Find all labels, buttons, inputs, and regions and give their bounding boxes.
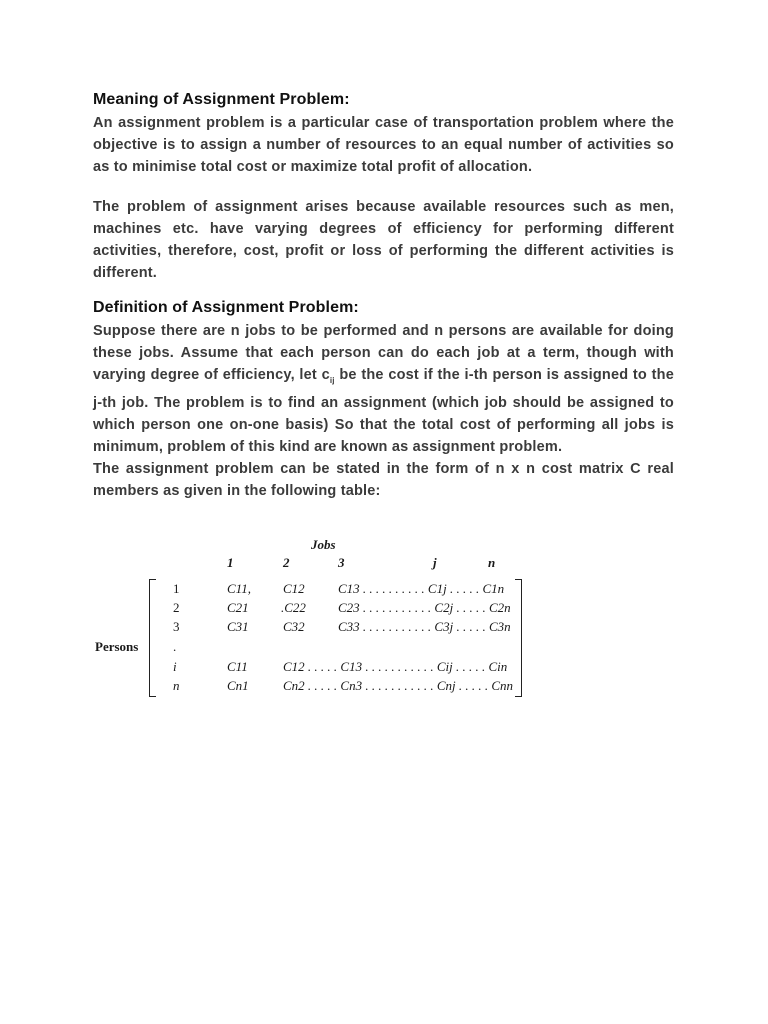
cell-2-2: .C22: [281, 600, 306, 615]
matrix-left-bracket: [149, 579, 156, 697]
cell-i-rest: C12 . . . . . C13 . . . . . . . . . . . Cij . . . . . Cin: [283, 659, 508, 674]
paragraph-definition-1: [93, 320, 674, 458]
paragraph-definition-1-subscript: ij: [329, 375, 335, 385]
paragraph-definition-1-part-a: Suppose there are n jobs to be performed and n persons are available for doing these jobs. Assume that each person can do each job at a term, though with varying degree of efficiency, let c: [93, 323, 674, 383]
col-header-2: 2: [283, 555, 290, 570]
persons-label: Persons: [95, 639, 139, 654]
section-heading-definition: Definition of Assignment Problem:: [93, 299, 359, 316]
cell-1-2: C12: [283, 581, 305, 596]
cell-i-1: C11: [227, 659, 248, 674]
row-label-3: 3: [173, 619, 180, 634]
cell-1-rest: C13 . . . . . . . . . . C1j . . . . . C1n: [338, 581, 505, 596]
row-label-1: 1: [173, 581, 180, 596]
paragraph-meaning-2: The problem of assignment arises because available resources such as men, machines etc. have varying degrees of efficiency for performing different activities, therefore, cost, profit or loss of performing the different activities is different.: [93, 199, 674, 281]
paragraph-definition-1-part-b: be the cost if the i-th person is assigned to the j-th job. The problem is to find an assignment (which job should be assigned to which person one on-one basis) So that the total cost of performing all jobs is minimum, problem of this kind are known as assignment problem.: [93, 367, 674, 455]
row-label-dot: .: [173, 639, 177, 654]
cell-n-1: Cn1: [227, 678, 249, 693]
document-page: [93, 88, 674, 502]
col-header-1: 1: [227, 555, 234, 570]
row-label-2: 2: [173, 600, 180, 615]
cell-n-rest: Cn2 . . . . . Cn3 . . . . . . . . . . . Cnj . . . . . Cnn: [283, 678, 514, 693]
paragraph-definition-2: The assignment problem can be stated in the form of n x n cost matrix C real members as given in the following table:: [93, 460, 674, 499]
col-header-j: j: [433, 555, 437, 570]
col-header-n: n: [488, 555, 496, 570]
cell-2-1: C21: [227, 600, 249, 615]
row-label-n: n: [173, 678, 180, 693]
cell-2-rest: C23 . . . . . . . . . . . C2j . . . . . C2n: [338, 600, 511, 615]
cell-3-2: C32: [283, 619, 305, 634]
cell-3-rest: C33 . . . . . . . . . . . C3j . . . . . C3n: [338, 619, 511, 634]
row-label-i: i: [173, 659, 177, 674]
cell-3-1: C31: [227, 619, 249, 634]
cell-1-1: C11,: [227, 581, 251, 596]
col-header-3: 3: [338, 555, 345, 570]
cost-matrix-figure: [93, 535, 533, 705]
paragraph-meaning-1: An assignment problem is a particular case of transportation problem where the objective is to assign a number of resources to an equal number of activities so as to minimise total cost or maximize total profit of allocation.: [93, 115, 674, 175]
matrix-right-bracket: [515, 579, 522, 697]
section-heading-meaning: Meaning of Assignment Problem:: [93, 91, 350, 108]
jobs-label: Jobs: [311, 537, 336, 552]
